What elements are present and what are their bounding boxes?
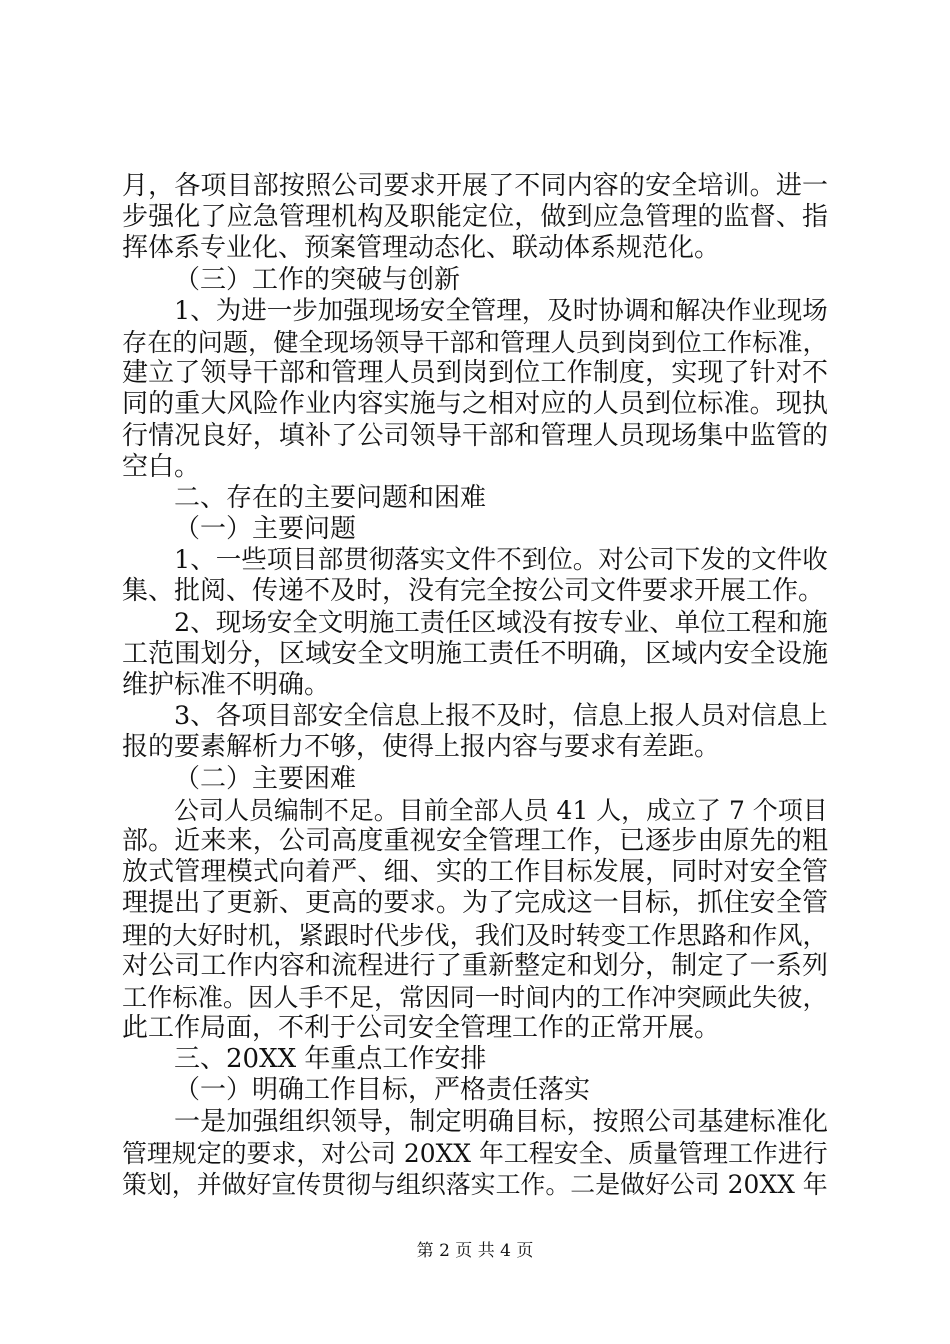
text-line: 1、一些项目部贯彻落实文件不到位。对公司下发的文件收	[174, 545, 828, 576]
text-line: 建立了领导干部和管理人员到岗到位工作制度，实现了针对不	[122, 358, 829, 389]
text-line: 工作标准。因人手不足，常因同一时间内的工作冲突顾此失彼，	[122, 982, 828, 1012]
text-line: 工范围划分，区域安全文明施工责任不明确，区域内安全设施	[122, 638, 829, 669]
text-line: （一）主要问题	[174, 514, 357, 545]
page-footer: 第 2 页 共 4 页	[416, 1241, 534, 1261]
text-line: 3、各项目部安全信息上报不及时，信息上报人员对信息上	[174, 701, 828, 732]
text-line: 步强化了应急管理机构及职能定位，做到应急管理的监督、指	[122, 202, 829, 233]
text-line: 1、为进一步加强现场安全管理，及时协调和解决作业现场	[174, 295, 828, 326]
text-line: 一是加强组织领导，制定明确目标，按照公司基建标准化	[174, 1106, 829, 1137]
text-line: 公司人员编制不足。目前全部人员 41 人，成立了 7 个项目	[174, 795, 828, 825]
text-line: 放式管理模式向着严、细、实的工作目标发展，同时对安全管	[122, 857, 829, 888]
text-line: 理的大好时机，紧跟时代步伐，我们及时转变工作思路和作风，	[122, 920, 828, 950]
text-line: （三）工作的突破与创新	[174, 264, 461, 295]
text-line: 对公司工作内容和流程进行了重新整定和划分，制定了一系列	[122, 950, 829, 981]
text-line: 此工作局面，不利于公司安全管理工作的正常开展。	[122, 1013, 721, 1044]
text-line: 管理规定的要求，对公司 20XX 年工程安全、质量管理工作进行	[122, 1138, 828, 1168]
text-line: （一）明确工作目标，严格责任落实	[174, 1075, 591, 1106]
text-line: 二、存在的主要问题和困难	[174, 482, 487, 513]
text-line: 2、现场安全文明施工责任区域没有按专业、单位工程和施	[174, 607, 828, 638]
text-line: 空白。	[122, 451, 201, 482]
text-line: 挥体系专业化、预案管理动态化、联动体系规范化。	[122, 233, 721, 264]
text-line: 理提出了更新、更高的要求。为了完成这一目标，抓住安全管	[122, 888, 829, 919]
text-line: 报的要素解析力不够，使得上报内容与要求有差距。	[122, 732, 721, 763]
text-line: 月，各项目部按照公司要求开展了不同内容的安全培训。进一	[122, 171, 829, 201]
text-line: 存在的问题，健全现场领导干部和管理人员到岗到位工作标准，	[122, 327, 828, 357]
text-line: 同的重大风险作业内容实施与之相对应的人员到位标准。现执	[122, 389, 829, 420]
text-line: 行情况良好，填补了公司领导干部和管理人员现场集中监管的	[122, 420, 829, 451]
text-line: 三、20XX 年重点工作安排	[174, 1044, 487, 1075]
text-line: 集、批阅、传递不及时，没有完全按公司文件要求开展工作。	[122, 576, 825, 607]
document-body	[122, 171, 828, 1200]
text-line: 维护标准不明确。	[122, 670, 331, 700]
text-line: 部。近来来，公司高度重视安全管理工作，已逐步由原先的粗	[122, 825, 829, 856]
text-line: （二）主要困难	[174, 763, 357, 794]
text-line: 策划，并做好宣传贯彻与组织落实工作。二是做好公司 20XX 年	[122, 1170, 828, 1199]
